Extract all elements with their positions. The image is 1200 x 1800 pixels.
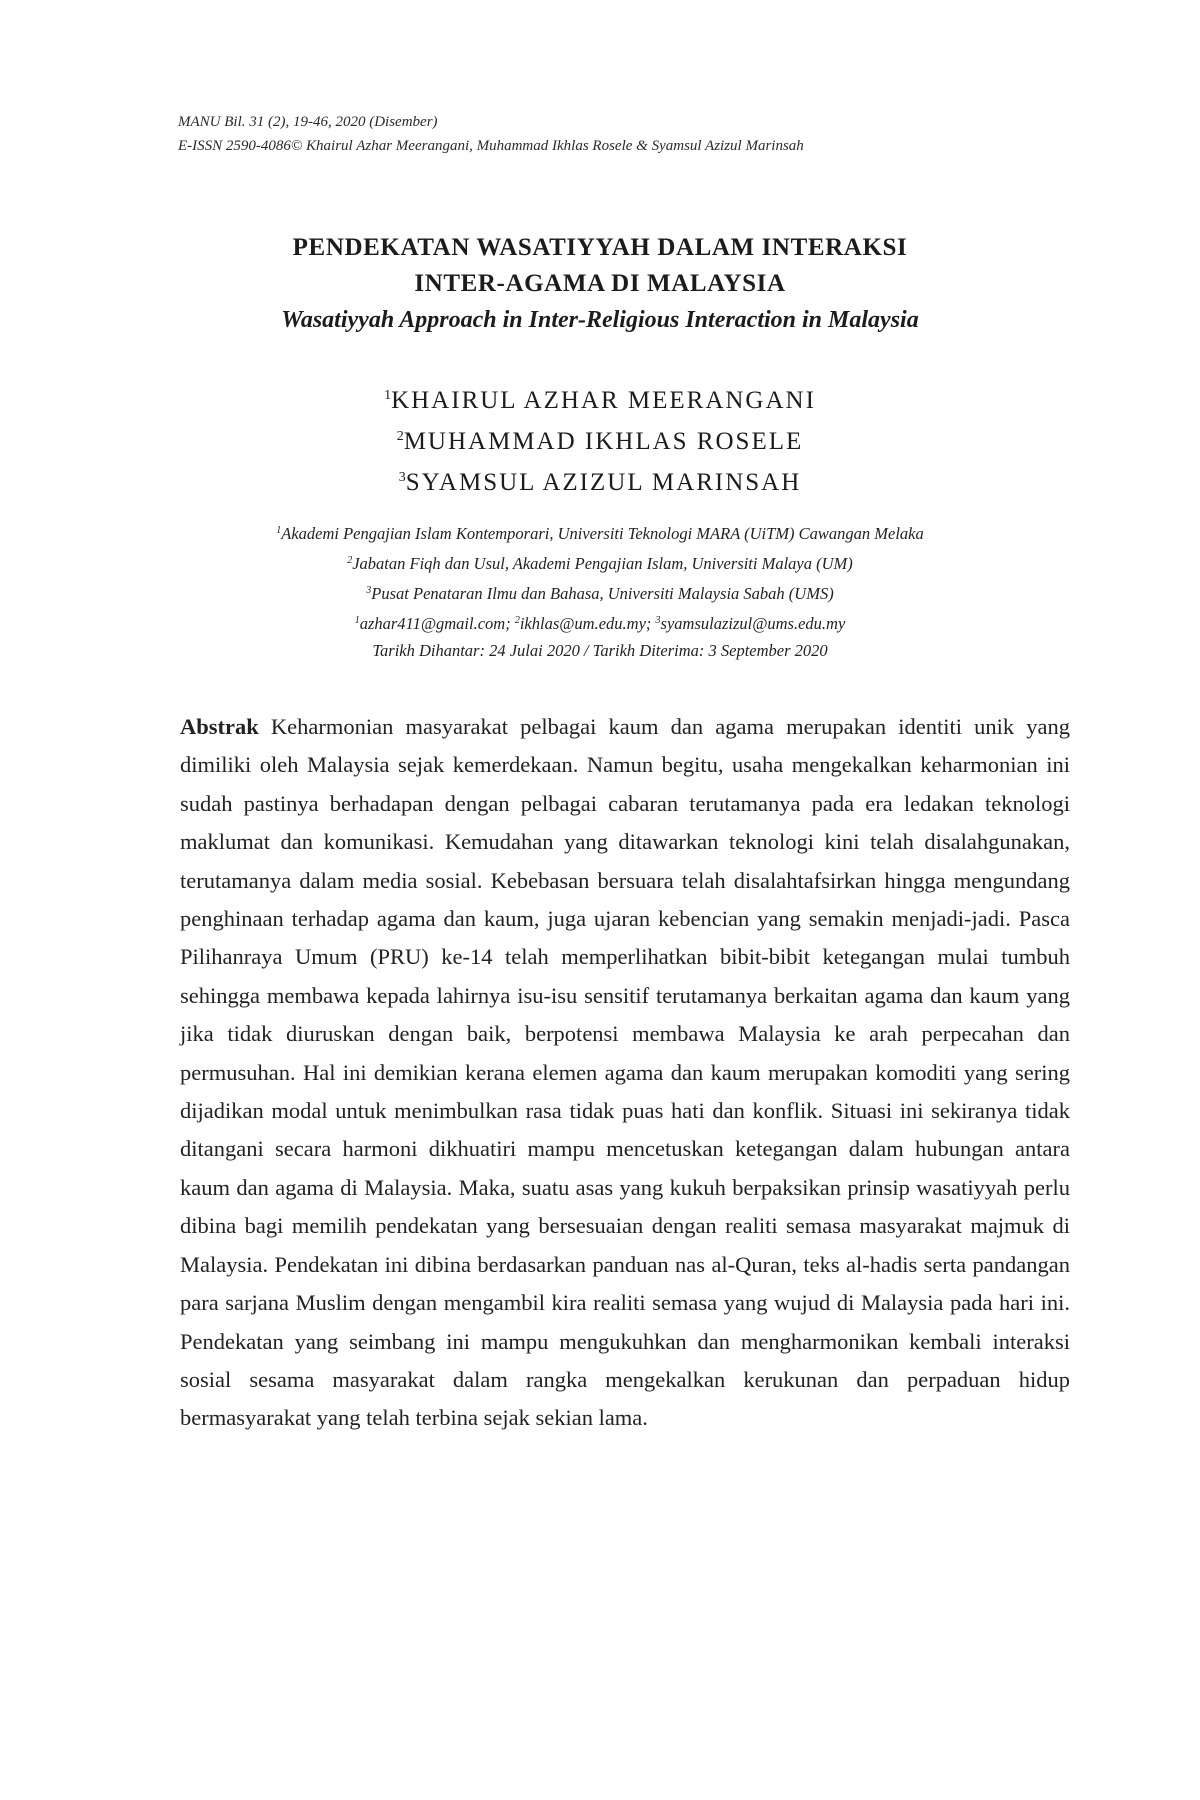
abstract xyxy=(180,708,1070,1438)
affiliation-3-text: Pusat Penataran Ilmu dan Bahasa, Universiti Malaysia Sabah (UMS) xyxy=(371,584,834,603)
email-3-mark: 3 xyxy=(655,615,661,626)
paper-title-line-2: INTER-AGAMA DI MALAYSIA xyxy=(414,270,786,297)
author-1-name: KHAIRUL AZHAR MEERANGANI xyxy=(391,387,816,414)
abstract-label: Abstrak xyxy=(180,714,259,739)
submission-dates: Tarikh Dihantar: 24 Julai 2020 / Tarikh Diterima: 3 September 2020 xyxy=(372,641,828,660)
affiliation-3 xyxy=(120,577,1080,607)
affiliation-block xyxy=(120,517,1080,664)
paper-subtitle: Wasatiyyah Approach in Inter-Religious Interaction in Malaysia xyxy=(281,307,919,333)
author-1 xyxy=(150,378,1050,419)
author-1-mark: 1 xyxy=(384,388,392,403)
title-block xyxy=(150,230,1050,338)
author-3 xyxy=(150,460,1050,501)
affiliation-2-mark: 2 xyxy=(347,555,353,566)
journal-citation: MANU Bil. 31 (2), 19-46, 2020 (Disember) xyxy=(178,114,438,130)
author-2 xyxy=(150,419,1050,460)
email-line xyxy=(120,607,1080,637)
author-2-name: MUHAMMAD IKHLAS ROSELE xyxy=(403,428,804,455)
affiliation-1 xyxy=(120,517,1080,547)
email-2: ikhlas@um.edu.my; xyxy=(519,614,652,633)
author-2-mark: 2 xyxy=(396,429,404,444)
affiliation-1-text: Akademi Pengajian Islam Kontemporari, Universiti Teknologi MARA (UiTM) Cawangan Melaka xyxy=(281,524,924,543)
running-head xyxy=(178,110,804,158)
email-2-mark: 2 xyxy=(514,615,520,626)
email-3: syamsulazizul@ums.edu.my xyxy=(660,614,846,633)
author-list xyxy=(150,378,1050,501)
author-3-mark: 3 xyxy=(398,470,406,485)
affiliation-2 xyxy=(120,547,1080,577)
affiliation-3-mark: 3 xyxy=(366,585,372,596)
affiliation-1-mark: 1 xyxy=(276,525,282,536)
abstract-text: Keharmonian masyarakat pelbagai kaum dan agama merupakan identiti unik yang dimiliki oleh Malaysia sejak kemerdekaan. Namun begitu, usaha mengekalkan keharmonian ini sudah pastinya berhadapan dengan pelbagai cabaran terutamanya pada era ledakan teknologi maklumat dan komunikasi. Kemudahan yang ditawarkan teknologi kini telah disalahgunakan, terutamanya dalam media sosial. Kebebasan bersuara telah disalahtafsirkan hingga mengundang penghinaan terhadap agama dan kaum, juga ujaran kebencian yang semakin menjadi-jadi. Pasca Pilihanraya Umum (PRU) ke-14 telah memperlihatkan bibit-bibit ketegangan mulai tumbuh sehingga membawa kepada lahirnya isu-isu sensitif terutamanya berkaitan agama dan kaum yang jika tidak diuruskan dengan baik, berpotensi membawa Malaysia ke arah perpecahan dan permusuhan. Hal ini demikian kerana elemen agama dan kaum merupakan komoditi yang sering dijadikan modal untuk menimbulkan rasa tidak puas hati dan konflik. Situasi ini sekiranya tidak ditangani secara harmoni dikhuatiri mampu mencetuskan ketegangan dalam hubungan antara kaum dan agama di Malaysia. Maka, suatu asas yang kukuh berpaksikan prinsip wasatiyyah perlu dibina bagi memilih pendekatan yang bersesuaian dengan realiti semasa masyarakat majmuk di Malaysia. Pendekatan ini dibina berdasarkan panduan nas al-Quran, teks al-hadis serta pandangan para sarjana Muslim dengan mengambil kira realiti semasa yang wujud di Malaysia pada hari ini. Pendekatan yang seimbang ini mampu mengukuhkan dan mengharmonikan kembali interaksi sosial sesama masyarakat dalam rangka mengekalkan kerukunan dan perpaduan hidup bermasyarakat yang telah terbina sejak sekian lama. xyxy=(180,714,1071,1431)
author-3-name: SYAMSUL AZIZUL MARINSAH xyxy=(405,469,802,496)
email-1: azhar411@gmail.com; xyxy=(359,614,511,633)
affiliation-2-text: Jabatan Fiqh dan Usul, Akademi Pengajian Islam, Universiti Malaya (UM) xyxy=(352,554,853,573)
issn-authors-line: E-ISSN 2590-4086© Khairul Azhar Meerangani, Muhammad Ikhlas Rosele & Syamsul Azizul Marinsah xyxy=(178,138,804,154)
email-1-mark: 1 xyxy=(354,615,360,626)
paper-title-line-1: PENDEKATAN WASATIYYAH DALAM INTERAKSI xyxy=(292,234,908,261)
